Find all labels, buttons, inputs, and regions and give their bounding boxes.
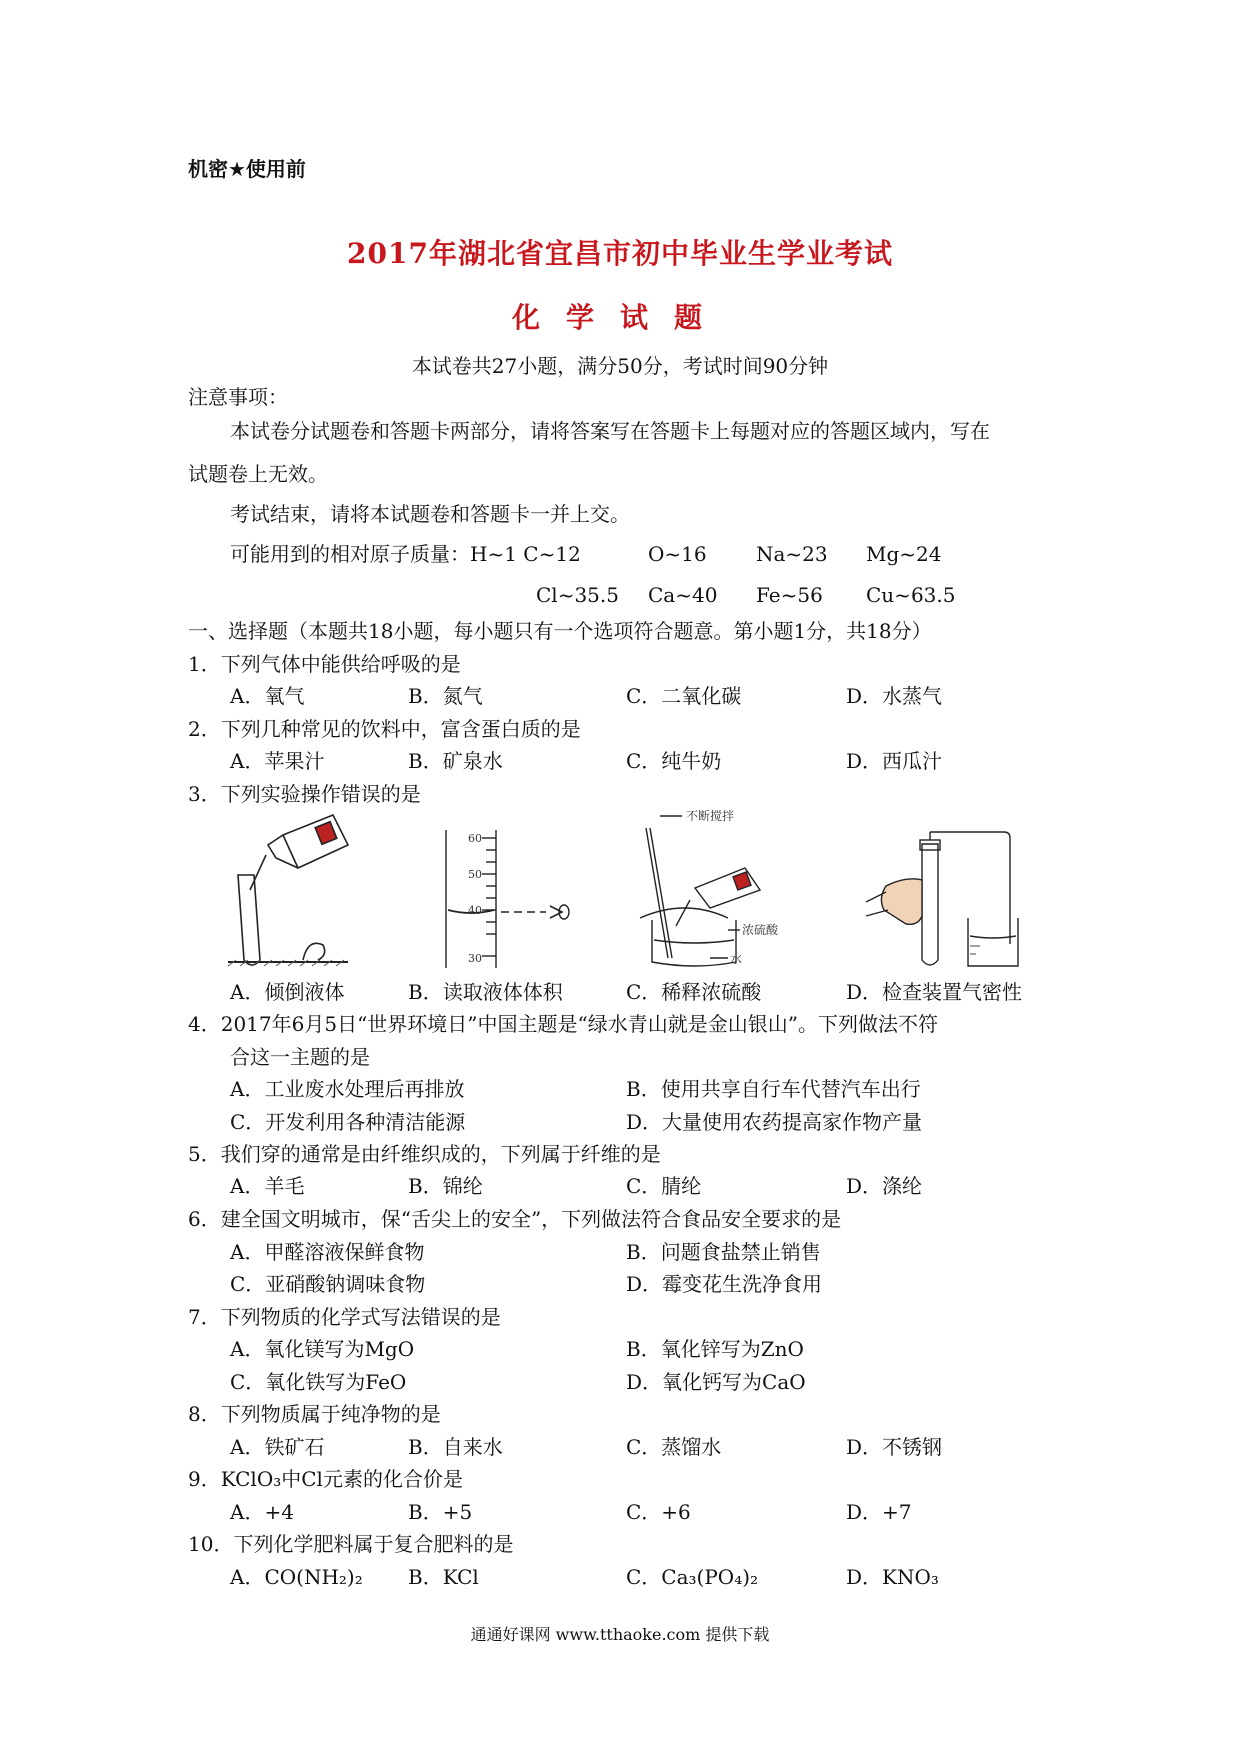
option-c: C．二氧化碳 bbox=[626, 684, 742, 708]
option-b: B．自来水 bbox=[408, 1435, 503, 1459]
option-a: A．苹果汁 bbox=[230, 749, 325, 773]
question-stem: 2．下列几种常见的饮料中，富含蛋白质的是 bbox=[188, 717, 581, 741]
question-stem: 4．2017年6月5日“世界环境日”中国主题是“绿水青山就是金山银山”。下列做法不符 bbox=[188, 1012, 938, 1036]
option-c: C．+6 bbox=[626, 1500, 691, 1524]
option-c: C．开发利用各种清洁能源 bbox=[230, 1110, 466, 1134]
option-a: A．氧气 bbox=[230, 684, 305, 708]
stir-label: 不断搅拌 bbox=[686, 809, 735, 823]
option-a: A．+4 bbox=[230, 1500, 294, 1524]
atomic-mass-O: O~16 bbox=[648, 542, 707, 566]
question-stem: 7．下列物质的化学式写法错误的是 bbox=[188, 1305, 501, 1329]
exam-subtitle: 化学试题 bbox=[511, 301, 728, 334]
option-c: C．氧化铁写为FeO bbox=[230, 1370, 407, 1394]
option-c: C．亚硝酸钠调味食物 bbox=[230, 1272, 426, 1296]
option-b: B．+5 bbox=[408, 1500, 473, 1524]
option-d: D．西瓜汁 bbox=[846, 749, 943, 773]
option-b: B．锦纶 bbox=[408, 1174, 483, 1198]
question-stem: 10．下列化学肥料属于复合肥料的是 bbox=[188, 1532, 514, 1556]
atomic-mass-Fe: Fe~56 bbox=[756, 583, 823, 607]
option-d: D．+7 bbox=[846, 1500, 912, 1524]
option-c: C．稀释浓硫酸 bbox=[626, 980, 762, 1004]
atomic-mass-Na: Na~23 bbox=[756, 542, 828, 566]
option-b: B．氧化锌写为ZnO bbox=[626, 1337, 804, 1361]
question-stem: 9．KClO₃中Cl元素的化合价是 bbox=[188, 1467, 463, 1491]
option-b: B．读取液体体积 bbox=[408, 980, 563, 1004]
atomic-mass-Cl: Cl~35.5 bbox=[536, 583, 619, 607]
atomic-mass-intro: 可能用到的相对原子质量：H~1 C~12 bbox=[230, 542, 581, 566]
option-b: B．使用共享自行车代替汽车出行 bbox=[626, 1077, 921, 1101]
question-stem: 5．我们穿的通常是由纤维织成的，下列属于纤维的是 bbox=[188, 1142, 661, 1166]
option-b: B．矿泉水 bbox=[408, 749, 503, 773]
figure-airtightness-check bbox=[856, 826, 1016, 970]
option-d: D．不锈钢 bbox=[846, 1435, 943, 1459]
section-heading: 一、选择题（本题共18小题，每小题只有一个选项符合题意。第小题1分，共18分） bbox=[188, 619, 932, 643]
confidential-label: 机密★使用前 bbox=[188, 157, 306, 181]
question-stem: 3．下列实验操作错误的是 bbox=[188, 782, 421, 806]
option-d: D．水蒸气 bbox=[846, 684, 943, 708]
option-c: C．Ca₃(PO₄)₂ bbox=[626, 1565, 759, 1589]
option-d: D．涤纶 bbox=[846, 1174, 923, 1198]
water-label: 水 bbox=[730, 952, 743, 966]
atomic-mass-Ca: Ca~40 bbox=[648, 583, 718, 607]
tick-label: 40 bbox=[468, 904, 482, 917]
tick-label: 60 bbox=[468, 832, 482, 845]
atomic-mass-Mg: Mg~24 bbox=[866, 542, 942, 566]
option-a: A．工业废水处理后再排放 bbox=[230, 1077, 465, 1101]
figure-pouring-liquid bbox=[228, 810, 368, 970]
figure-reading-volume bbox=[446, 830, 596, 970]
exam-title: 2017年湖北省宜昌市初中毕业生学业考试 bbox=[347, 237, 893, 270]
option-b: B．KCl bbox=[408, 1565, 479, 1589]
footer-source: 通通好课网 www.tthaoke.com 提供下载 bbox=[470, 1625, 770, 1644]
option-a: A．倾倒液体 bbox=[230, 980, 345, 1004]
option-d: D．KNO₃ bbox=[846, 1565, 939, 1589]
option-a: A．甲醛溶液保鲜食物 bbox=[230, 1240, 425, 1264]
option-c: C．腈纶 bbox=[626, 1174, 702, 1198]
option-d: D．霉变花生洗净食用 bbox=[626, 1272, 823, 1296]
option-a: A．铁矿石 bbox=[230, 1435, 325, 1459]
acid-label: 浓硫酸 bbox=[742, 923, 779, 937]
atomic-mass-Cu: Cu~63.5 bbox=[866, 583, 956, 607]
option-a: A．氧化镁写为MgO bbox=[230, 1337, 415, 1361]
option-a: A．CO(NH₂)₂ bbox=[230, 1565, 363, 1589]
option-b: B．氮气 bbox=[408, 684, 483, 708]
option-d: D．大量使用农药提高家作物产量 bbox=[626, 1110, 923, 1134]
notes-line-1: 本试卷分试题卷和答题卡两部分，请将答案写在答题卡上每题对应的答题区域内，写在 bbox=[230, 419, 990, 443]
figure-diluting-acid bbox=[640, 808, 810, 970]
question-stem-continued: 合这一主题的是 bbox=[230, 1045, 370, 1069]
notes-line-2: 试题卷上无效。 bbox=[188, 462, 328, 486]
question-stem: 1．下列气体中能供给呼吸的是 bbox=[188, 652, 461, 676]
question-stem: 6．建全国文明城市，保“舌尖上的安全”，下列做法符合食品安全要求的是 bbox=[188, 1207, 842, 1231]
option-b: B．问题食盐禁止销售 bbox=[626, 1240, 821, 1264]
option-a: A．羊毛 bbox=[230, 1174, 305, 1198]
tick-label: 30 bbox=[468, 952, 482, 965]
option-d: D．检查装置气密性 bbox=[846, 980, 1023, 1004]
notes-heading: 注意事项： bbox=[188, 385, 288, 409]
question-stem: 8．下列物质属于纯净物的是 bbox=[188, 1402, 441, 1426]
tick-label: 50 bbox=[468, 868, 482, 881]
option-d: D．氧化钙写为CaO bbox=[626, 1370, 806, 1394]
exam-summary: 本试卷共27小题，满分50分，考试时间90分钟 bbox=[411, 354, 829, 378]
option-c: C．纯牛奶 bbox=[626, 749, 722, 773]
notes-line-3: 考试结束，请将本试题卷和答题卡一并上交。 bbox=[230, 502, 630, 526]
option-c: C．蒸馏水 bbox=[626, 1435, 722, 1459]
